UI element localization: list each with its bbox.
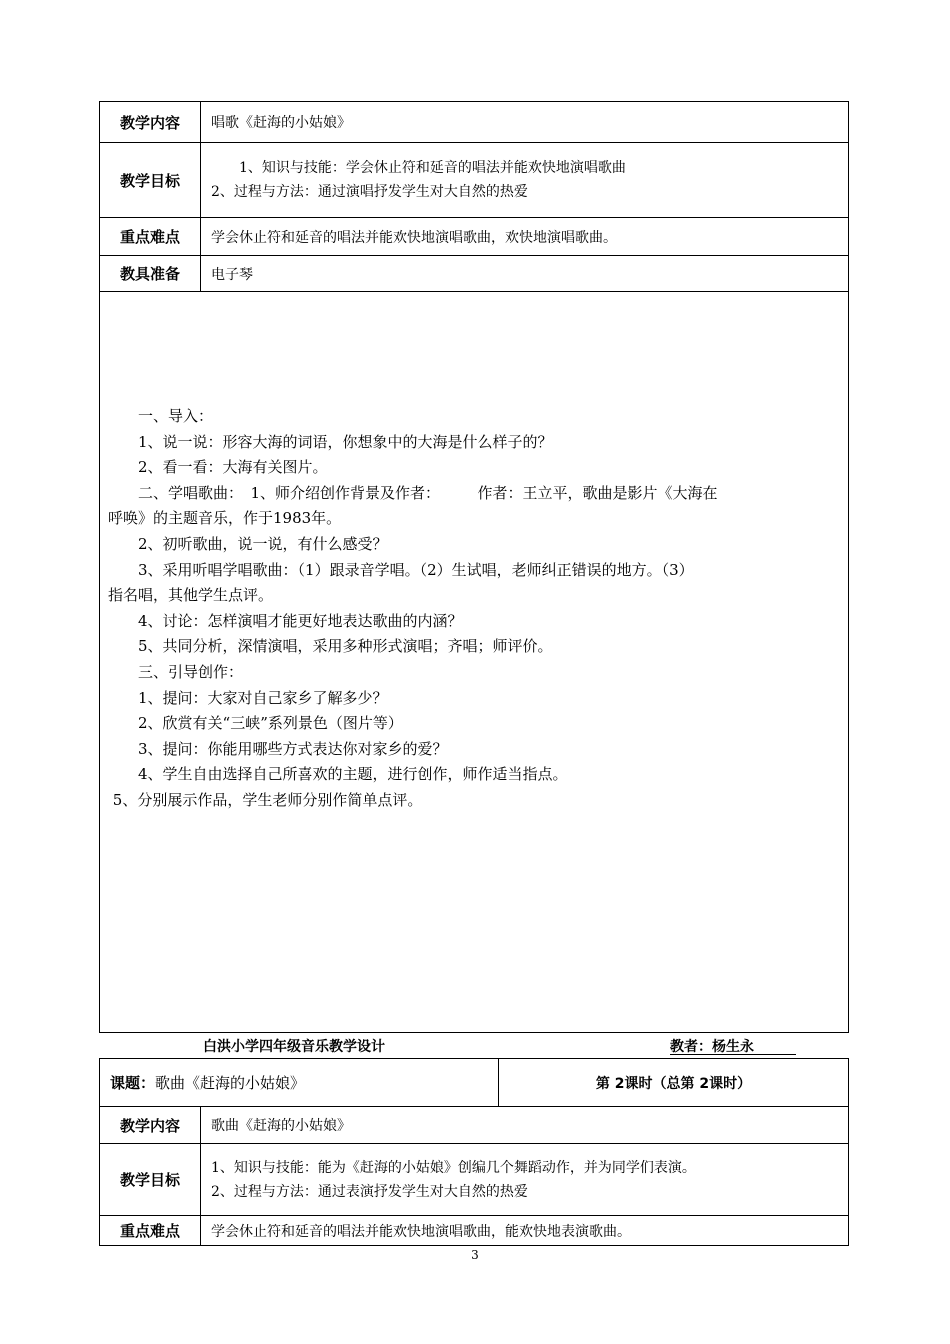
- goal-value: [201, 1144, 849, 1216]
- lesson-table-2: [99, 1058, 849, 1246]
- teacher-underline: [670, 1054, 796, 1055]
- key-label: 重点难点: [100, 218, 201, 256]
- process-text: [108, 404, 843, 814]
- goal-value: [201, 143, 849, 218]
- process-line: 3、提问：你能用哪些方式表达你对家乡的爱？: [108, 739, 448, 758]
- process-line: 三、引导创作：: [108, 662, 244, 681]
- goal-label: 教学目标: [100, 1144, 201, 1216]
- lesson-header: [99, 1036, 848, 1056]
- goal-label: 教学目标: [100, 143, 201, 218]
- teacher-name: 教者：杨生永: [670, 1039, 754, 1055]
- process-cell: [100, 292, 849, 1033]
- process-line: 2、看一看：大海有关图片。: [108, 458, 328, 477]
- process-line: 3、采用听唱学唱歌曲：（1）跟录音学唱。（2）生试唱，老师纠正错误的地方。（3）: [108, 560, 694, 579]
- process-line: 4、学生自由选择自己所喜欢的主题，进行创作，师作适当指点。: [108, 765, 568, 784]
- goal-line: 2、过程与方法：通过表演抒发学生对大自然的热爱: [211, 1183, 528, 1200]
- topic-cell: [100, 1059, 499, 1107]
- process-line: 5、分别展示作品，学生老师分别作简单点评。: [108, 790, 423, 809]
- process-line: 一、导入：: [108, 407, 214, 425]
- lesson-table-1: [99, 101, 849, 1033]
- page-number: 3: [471, 1248, 479, 1262]
- key-value: 学会休止符和延音的唱法并能欢快地演唱歌曲，欢快地演唱歌曲。: [201, 218, 849, 256]
- key-label: 重点难点: [100, 1216, 201, 1246]
- tools-label: 教具准备: [100, 256, 201, 292]
- goal-line: 1、知识与技能：学会休止符和延音的唱法并能欢快地演唱歌曲: [211, 160, 626, 176]
- process-line: 二、学唱歌曲： 1、师介绍创作背景及作者： 作者：王立平，歌曲是影片《大海在: [108, 483, 718, 502]
- process-line: 2、欣赏有关“三峡”系列景色（图片等）: [108, 714, 403, 733]
- process-line: 1、提问：大家对自己家乡了解多少？: [108, 688, 388, 707]
- process-line: 2、初听歌曲，说一说，有什么感受？: [108, 534, 388, 553]
- topic-value: 歌曲《赶海的小姑娘》: [155, 1074, 306, 1092]
- process-line: 指名唱，其他学生点评。: [108, 586, 274, 605]
- goal-line: 1、知识与技能：能为《赶海的小姑娘》创编几个舞蹈动作，并为同学们表演。: [211, 1159, 696, 1176]
- lesson-count: 第 2课时（总第 2课时）: [499, 1059, 849, 1107]
- process-line: 1、说一说：形容大海的词语，你想象中的大海是什么样子的？: [108, 432, 553, 451]
- tools-value: 电子琴: [201, 256, 849, 292]
- content-value: 唱歌《赶海的小姑娘》: [201, 102, 849, 143]
- key-value: 学会休止符和延音的唱法并能欢快地演唱歌曲，能欢快地表演歌曲。: [201, 1216, 849, 1246]
- content-label: 教学内容: [100, 102, 201, 143]
- topic-label: 课题：: [110, 1074, 156, 1092]
- school-title: 白洪小学四年级音乐教学设计: [203, 1039, 385, 1055]
- content-value: 歌曲《赶海的小姑娘》: [201, 1107, 849, 1144]
- process-line: 4、讨论：怎样演唱才能更好地表达歌曲的内涵？: [108, 611, 463, 630]
- goal-line: 2、过程与方法：通过演唱抒发学生对大自然的热爱: [211, 184, 528, 200]
- content-label: 教学内容: [100, 1107, 201, 1144]
- process-line: 5、共同分析，深情演唱，采用多种形式演唱；齐唱；师评价。: [108, 637, 553, 656]
- process-line: 呼唤》的主题音乐，作于1983年。: [108, 509, 342, 528]
